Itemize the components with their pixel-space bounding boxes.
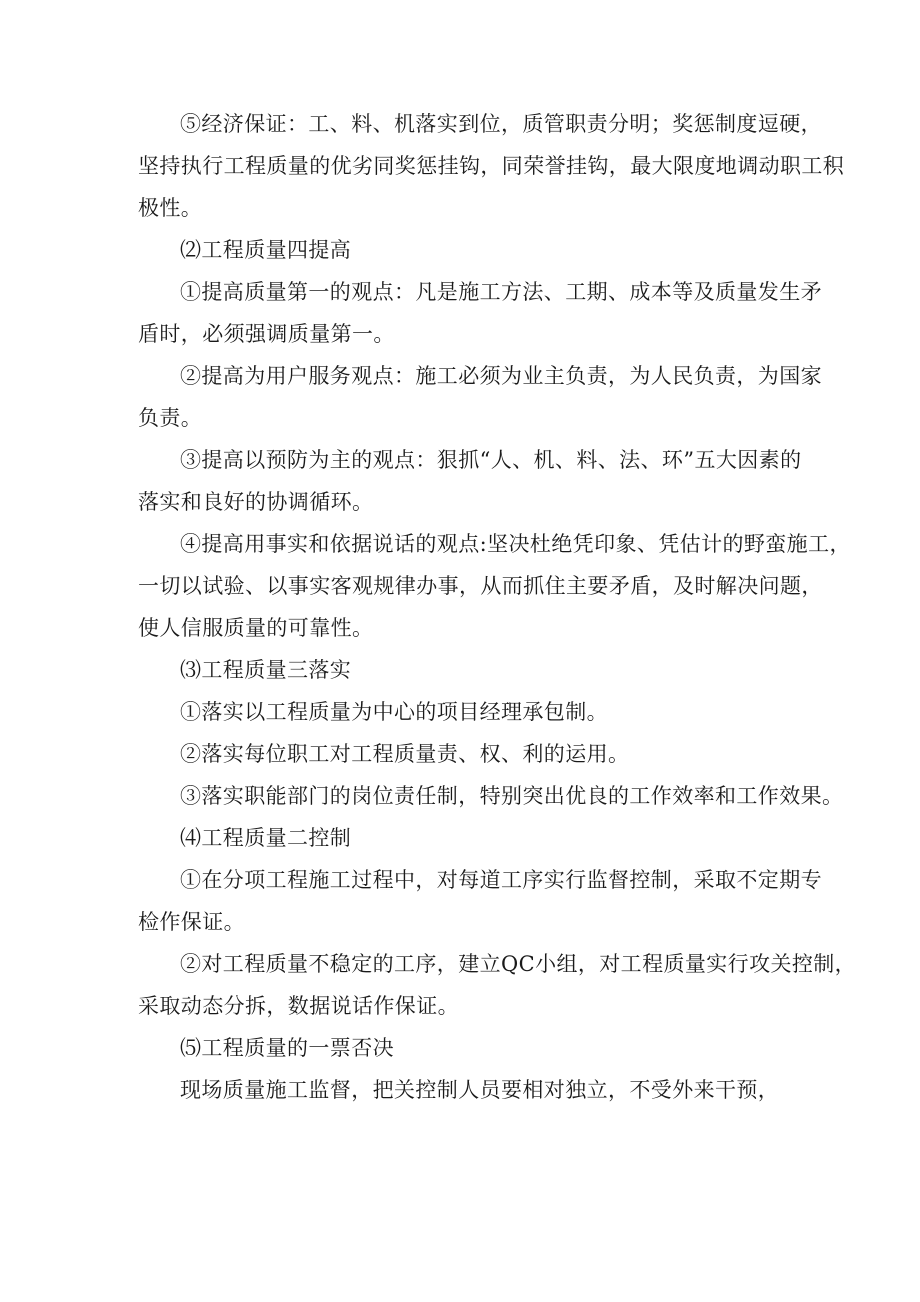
text-line: ②对工程质量不稳定的工序，建立QC小组，对工程质量实行攻关控制， — [180, 952, 857, 976]
paragraph-facts-evidence — [138, 523, 851, 649]
text-line: ①在分项工程施工过程中，对每道工序实行监督控制，采取不定期专 — [180, 868, 822, 892]
text-line: 现场质量施工监督，把关控制人员要相对独立，不受外来干预， — [180, 1078, 780, 1102]
text-line: ②提高为用户服务观点：施工必须为业主负责，为人民负责，为国家 — [180, 364, 822, 388]
paragraph-quality-first — [138, 271, 822, 355]
text-line: 坚持执行工程质量的优劣同奖惩挂钩，同荣誉挂钩，最大限度地调动职工积 — [138, 154, 845, 178]
paragraph-manager-contract — [138, 691, 798, 733]
paragraph-onsite-supervision — [138, 1069, 798, 1111]
heading-text: ⑵工程质量四提高 — [180, 238, 352, 262]
document-page — [138, 103, 857, 1111]
text-line: 落实和良好的协调循环。 — [138, 490, 374, 514]
text-line: ⑤经济保证：工、料、机落实到位，质管职责分明；奖惩制度逗硬， — [180, 112, 822, 136]
heading-text: ⑷工程质量二控制 — [180, 826, 352, 850]
paragraph-economic-guarantee — [138, 103, 845, 229]
paragraph-prevention — [138, 439, 802, 523]
paragraph-user-service — [138, 355, 822, 439]
text-line: 盾时，必须强调质量第一。 — [138, 322, 395, 346]
section-heading-three-implementations — [138, 649, 798, 691]
paragraph-staff-responsibility — [138, 733, 798, 775]
section-heading-two-controls — [138, 817, 798, 859]
text-line: 检作保证。 — [138, 910, 245, 934]
paragraph-qc-group — [138, 943, 857, 1027]
heading-text: ⑶工程质量三落实 — [180, 658, 352, 682]
text-line: ②落实每位职工对工程质量责、权、利的运用。 — [180, 742, 630, 766]
section-heading-veto — [138, 1027, 798, 1069]
text-line: ③提高以预防为主的观点：狠抓“人、机、料、法、环”五大因素的 — [180, 448, 802, 472]
text-line: 采取动态分拆，数据说话作保证。 — [138, 994, 459, 1018]
text-line: ④提高用事实和依据说话的观点:坚决杜绝凭印象、凭估计的野蛮施工， — [180, 532, 851, 556]
paragraph-department-responsibility — [138, 775, 844, 817]
text-line: 一切以试验、以事实客观规律办事，从而抓住主要矛盾，及时解决问题， — [138, 574, 823, 598]
text-line: 极性。 — [138, 196, 203, 220]
section-heading-four-improvements — [138, 229, 798, 271]
text-line: ①落实以工程质量为中心的项目经理承包制。 — [180, 700, 608, 724]
heading-text: ⑸工程质量的一票否决 — [180, 1036, 394, 1060]
text-line: 负责。 — [138, 406, 203, 430]
paragraph-process-supervision — [138, 859, 822, 943]
text-line: ③落实职能部门的岗位责任制，特别突出优良的工作效率和工作效果。 — [180, 784, 844, 808]
text-line: 使人信服质量的可靠性。 — [138, 616, 374, 640]
text-line: ①提高质量第一的观点：凡是施工方法、工期、成本等及质量发生矛 — [180, 280, 822, 304]
